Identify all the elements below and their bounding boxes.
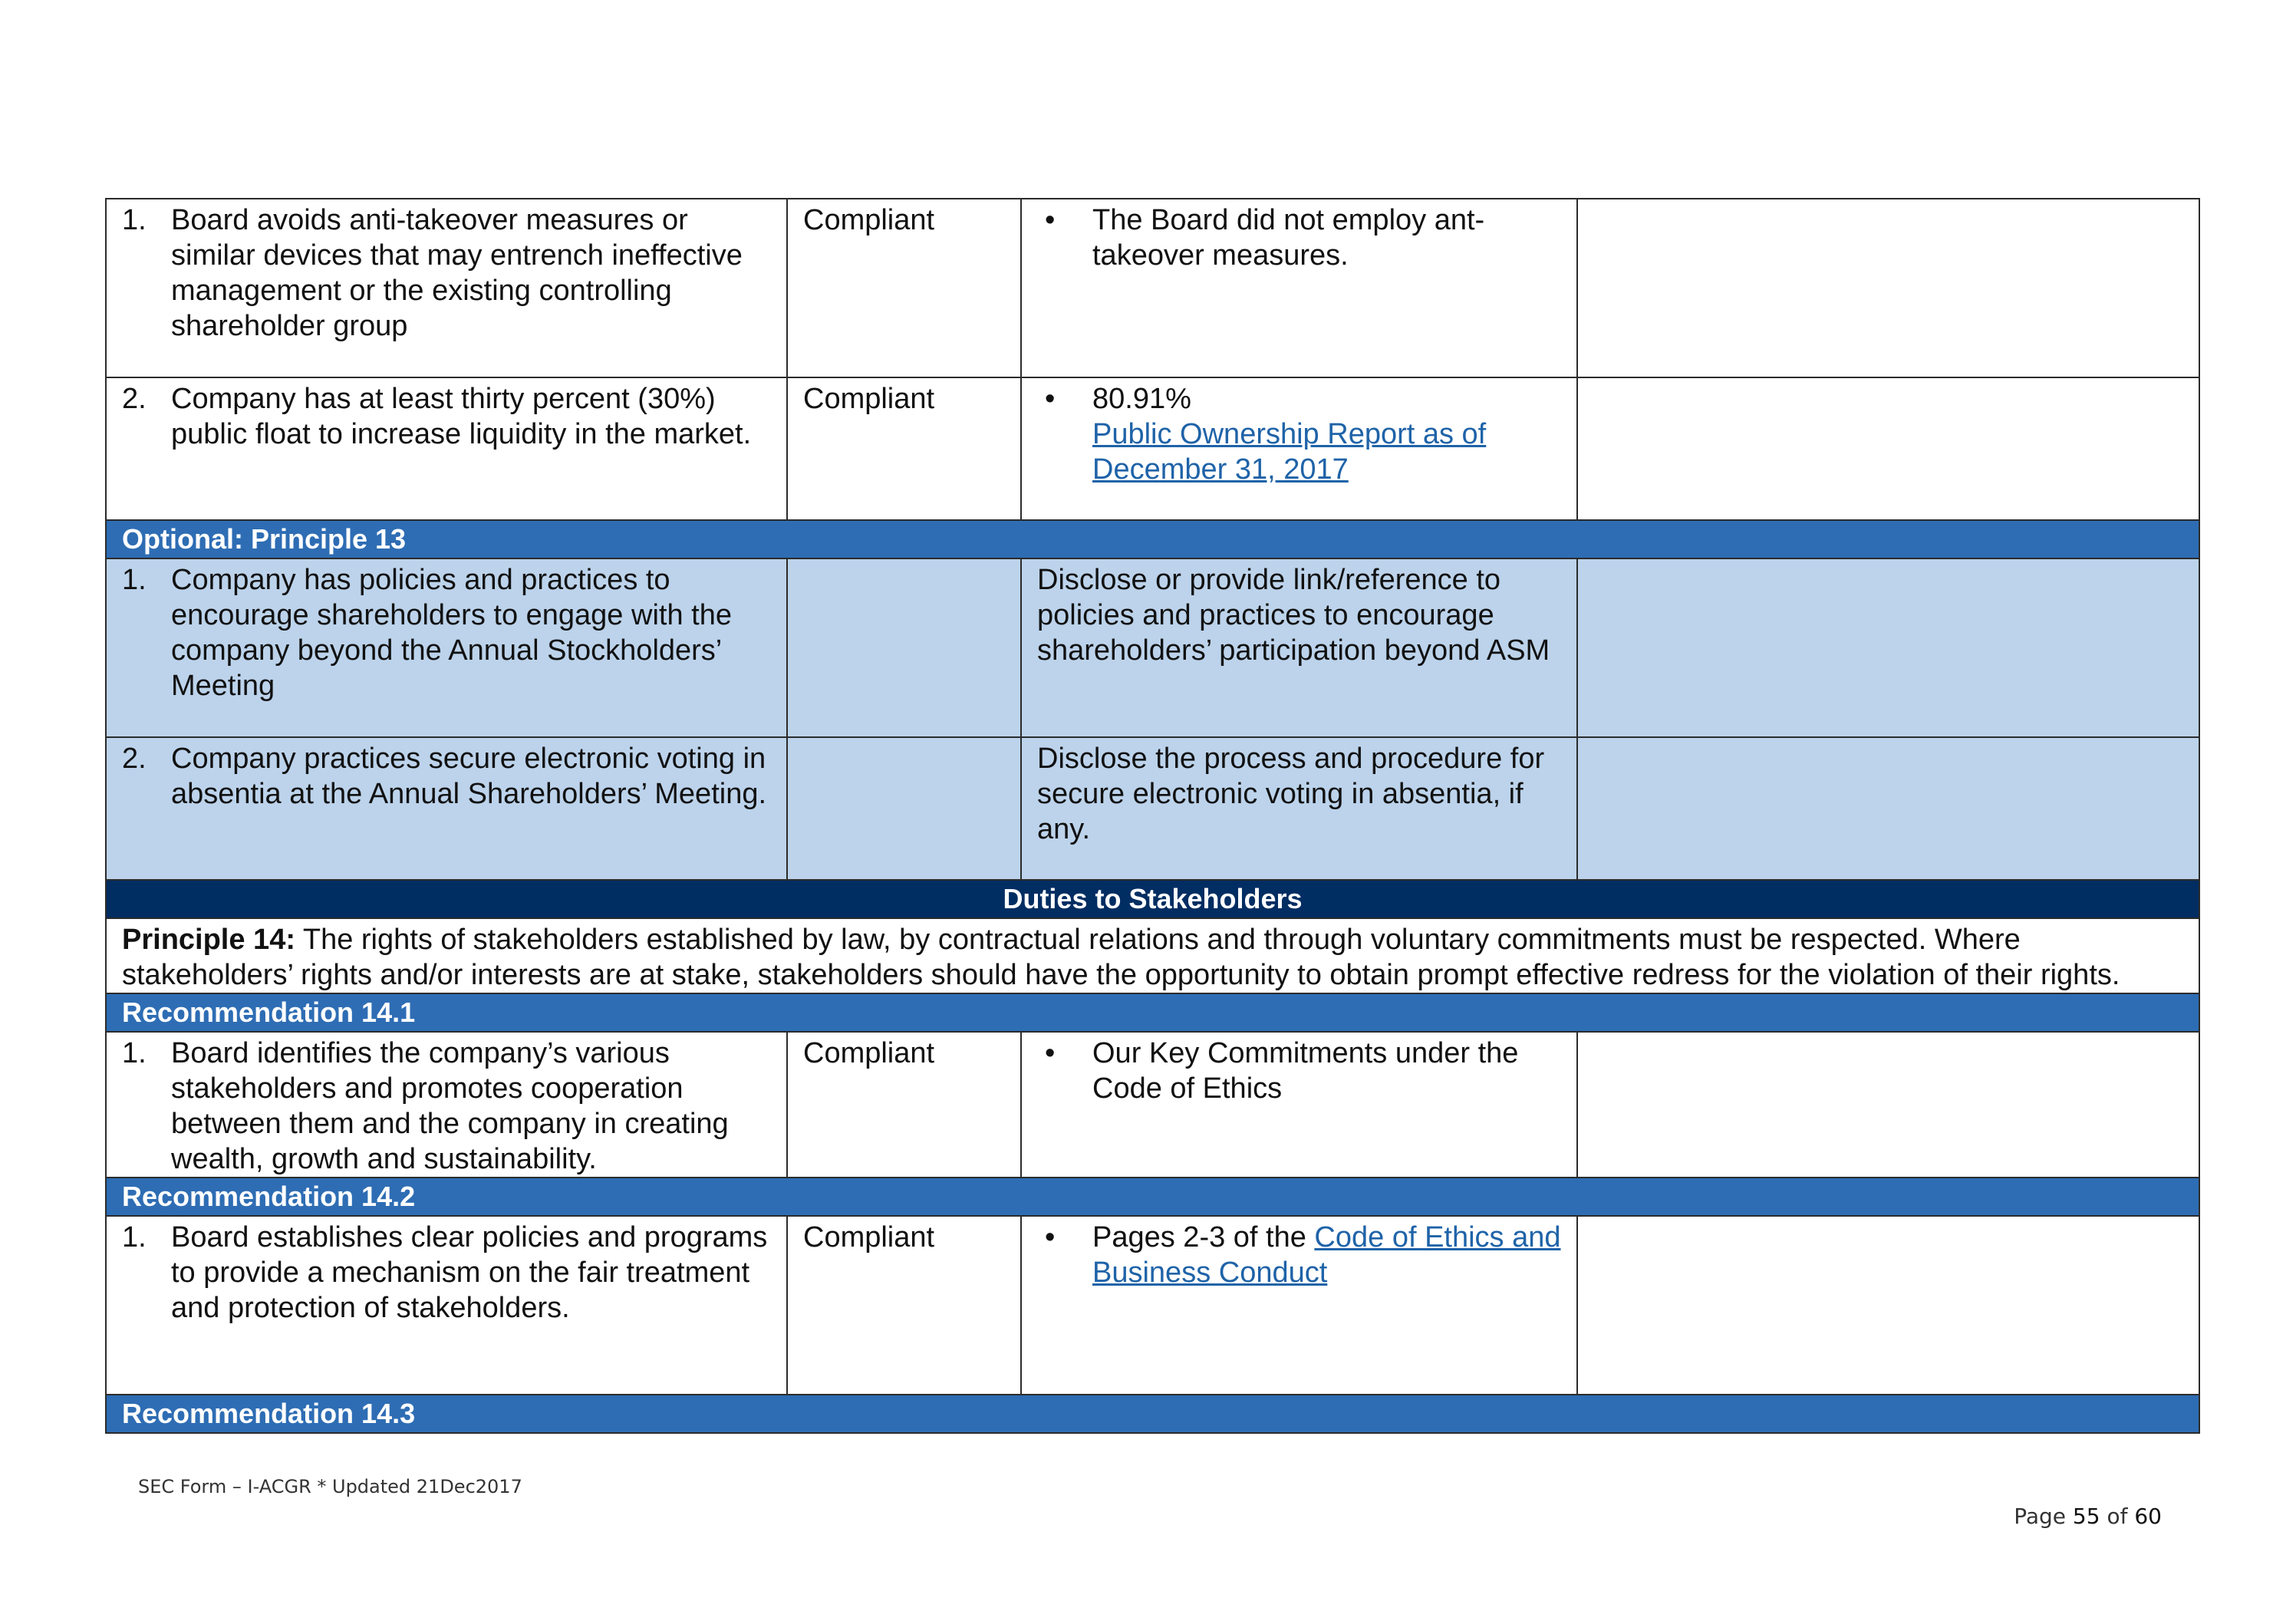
recommendation-14-2-header: Recommendation 14.2 [106,1178,2199,1216]
duties-to-stakeholders-title: Duties to Stakeholders [106,880,2199,918]
empty-cell [1577,377,2199,520]
empty-cell [1577,737,2199,880]
explanation-text: Disclose or provide link/reference to policies and practices to encourage shareholders’ participation beyond ASM [1021,558,1577,737]
recommendation-text: Company has policies and practices to encourage shareholders to engage with the company beyond the Annual Stockholders’ Meeting [171,564,732,702]
empty-cell [787,737,1021,880]
recommendation-14-3-header: Recommendation 14.3 [106,1395,2199,1433]
principle-13-header: Optional: Principle 13 [106,520,2199,558]
compliance-table [105,198,2200,1434]
bullet: • [1045,1037,1056,1069]
principle-body: The rights of stakeholders established by law, by contractual relations and through voluntary commitments must be respected. Where stakeholders’ rights and/or interests are at stake, stakeholders should have the opportunity to obtain prompt effective redress for the violation of their rights. [122,924,2120,991]
table-row [106,377,2199,520]
table-row [106,1216,2199,1395]
public-float-value: 80.91% [1092,383,1191,415]
bullet: • [1045,204,1056,236]
item-number: 2. [122,743,147,775]
empty-cell [1577,1216,2199,1395]
recommendation-text: Board establishes clear policies and programs to provide a mechanism on the fair treatment and protection of stakeholders. [171,1221,768,1324]
item-number: 1. [122,204,147,236]
section-header-row [106,520,2199,558]
section-header-row [106,1178,2199,1216]
compliance-status: Compliant [787,1032,1021,1178]
empty-cell [1577,1032,2199,1178]
section-header-row [106,993,2199,1032]
table-row [106,558,2199,737]
table-row [106,1032,2199,1178]
compliance-status: Compliant [787,199,1021,377]
explanation-text: Disclose the process and procedure for secure electronic voting in absentia, if any. [1021,737,1577,880]
bullet: • [1045,1221,1056,1253]
recommendation-text: Board identifies the company’s various stakeholders and promotes cooperation between them and the company in creating wealth, growth and sustainability. [171,1037,729,1175]
table-row [106,199,2199,377]
section-header-row [106,1395,2199,1433]
principle-label: Principle 14: [122,924,295,956]
public-ownership-report-link[interactable]: Public Ownership Report as of December 31, 2017 [1092,418,1487,486]
explanation-prefix: Pages 2-3 of the [1092,1221,1315,1253]
item-number: 1. [122,1221,147,1253]
bullet: • [1045,383,1056,415]
recommendation-text: Company has at least thirty percent (30%) public float to increase liquidity in the market. [171,383,752,450]
principle-14-text [106,918,2199,993]
item-number: 1. [122,1037,147,1069]
principle-row [106,918,2199,993]
explanation-text: The Board did not employ ant-takeover measures. [1092,204,1485,272]
recommendation-text: Company practices secure electronic voting in absentia at the Annual Shareholders’ Meeting. [171,743,767,810]
page-number: Page 55 of 60 [2014,1504,2162,1529]
empty-cell [787,558,1021,737]
empty-cell [1577,199,2199,377]
compliance-status: Compliant [787,377,1021,520]
recommendation-14-1-header: Recommendation 14.1 [106,993,2199,1032]
item-number: 1. [122,564,147,596]
compliance-status: Compliant [787,1216,1021,1395]
item-number: 2. [122,383,147,415]
table-row [106,737,2199,880]
explanation-text: Our Key Commitments under the Code of Ethics [1092,1037,1519,1105]
empty-cell [1577,558,2199,737]
code-of-ethics-link[interactable]: Code of Ethics and Business Conduct [1092,1221,1561,1289]
section-title-row [106,880,2199,918]
form-footer: SEC Form – I-ACGR * Updated 21Dec2017 [138,1476,522,1497]
recommendation-text: Board avoids anti-takeover measures or similar devices that may entrench ineffective management or the existing controlling shareholder group [171,204,743,342]
